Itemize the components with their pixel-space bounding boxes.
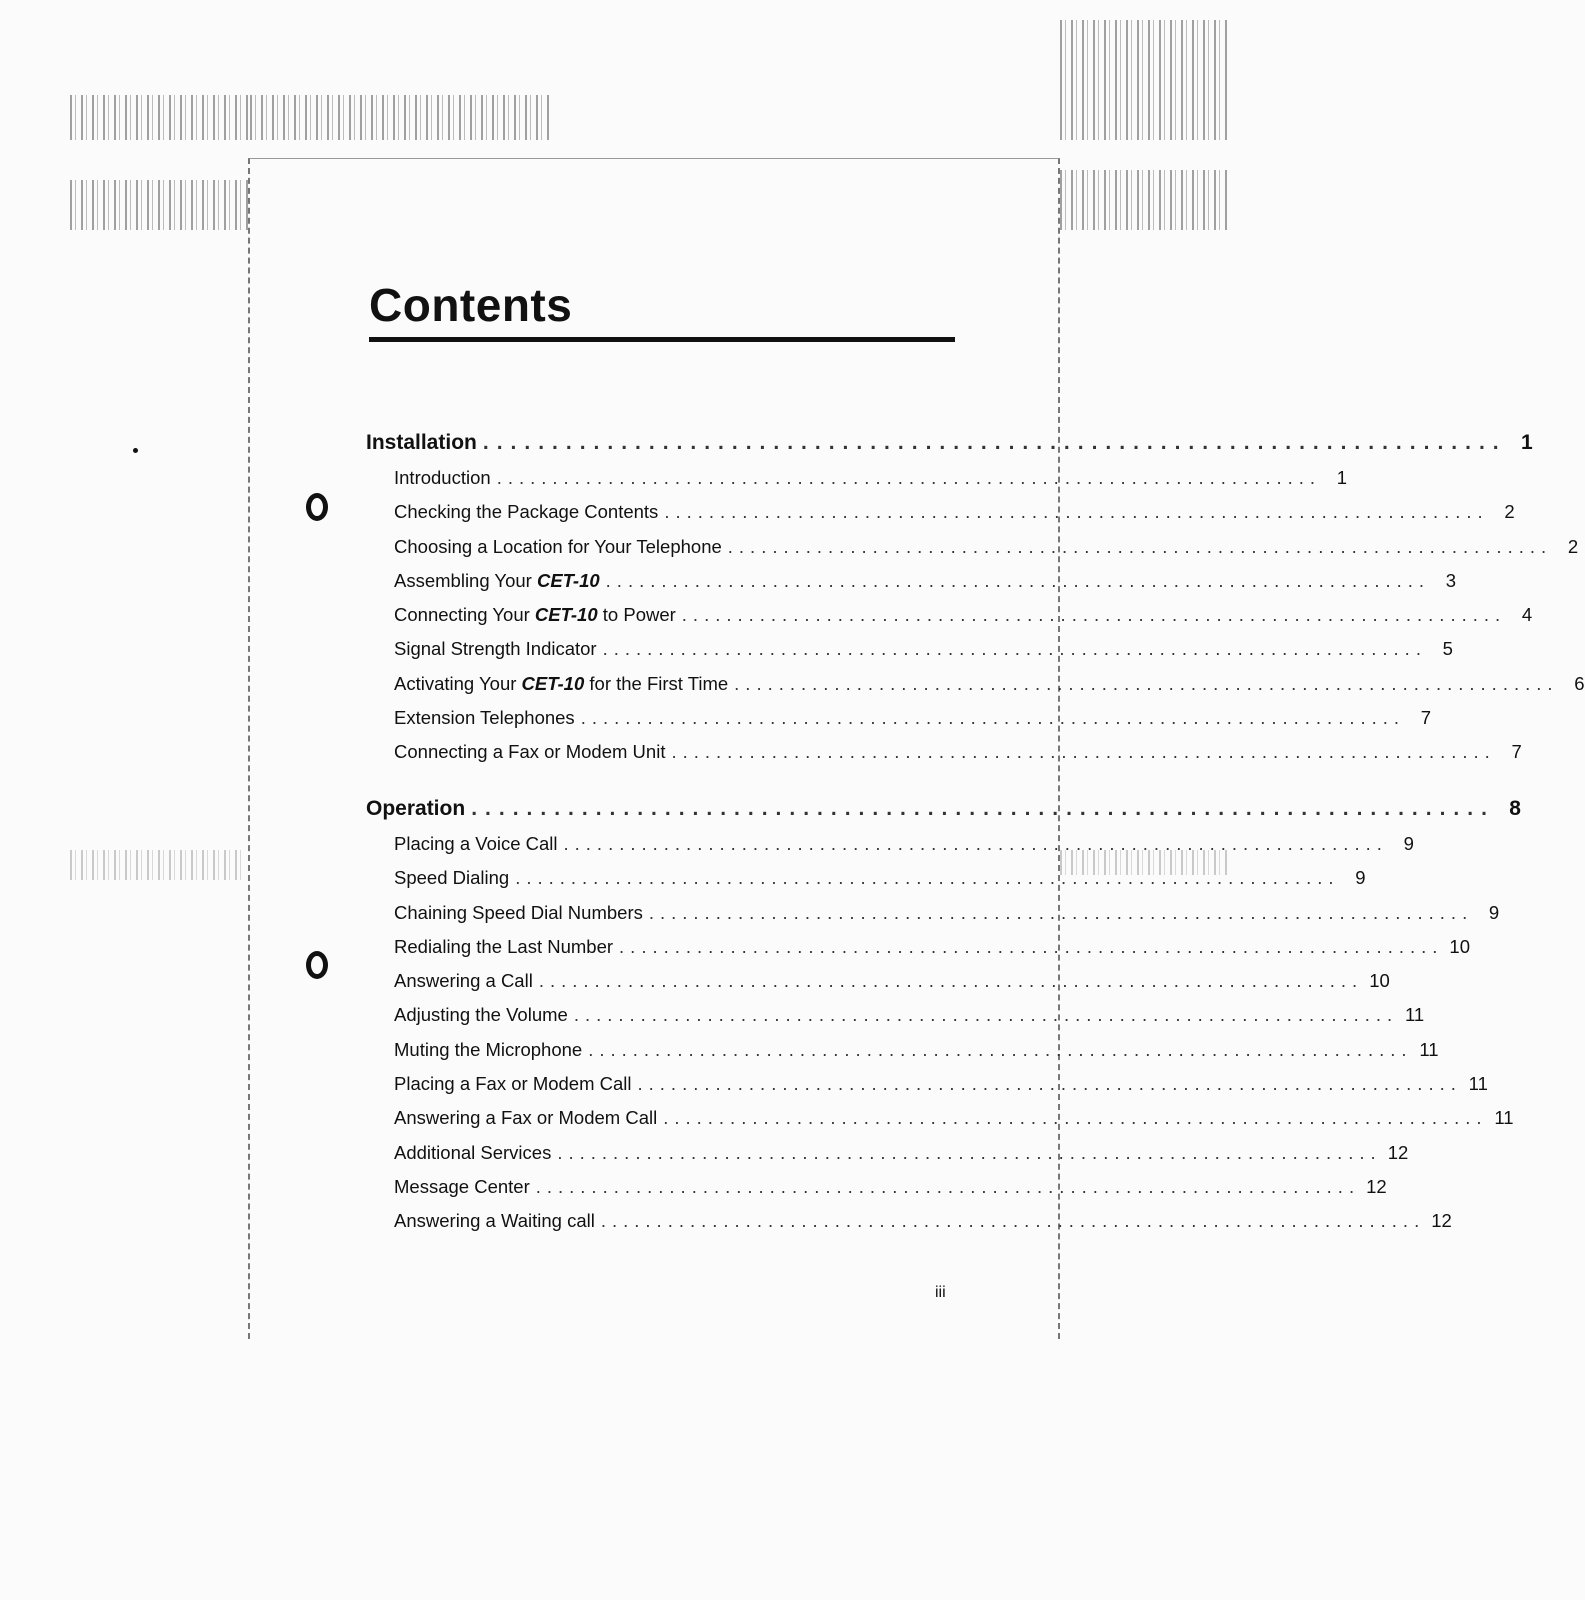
dot-leader: .......................................................................... (557, 1141, 1382, 1163)
dot-leader: .......................................................................... (681, 604, 1507, 626)
page-number: 1 (1520, 431, 1533, 454)
page-number: 11 (1494, 1107, 1514, 1129)
dot-leader: .......................................................................... (580, 707, 1406, 729)
page-number: 11 (1404, 1004, 1425, 1026)
scan-noise-top-left (70, 95, 250, 140)
page-number: 2 (1504, 501, 1515, 523)
toc-entry[interactable] (366, 867, 1366, 901)
dot-leader: .......................................................................... (482, 431, 1507, 454)
page-number: 10 (1369, 970, 1390, 992)
dot-leader: .......................................................................... (734, 672, 1559, 694)
footer-page-number: iii (935, 1284, 946, 1301)
entry-label: Speed Dialing (394, 867, 510, 889)
dot-leader: .......................................................................... (602, 638, 1427, 660)
page-title: Contents (369, 279, 573, 331)
toc-entry[interactable] (366, 501, 1515, 535)
page-number: 2 (1567, 535, 1579, 557)
toc-entry[interactable] (366, 901, 1500, 936)
entry-label: Connecting Your CET-10 to Power (394, 604, 676, 626)
page-number: 11 (1468, 1073, 1488, 1095)
entry-label: Extension Telephones (394, 707, 575, 729)
toc-entry[interactable] (366, 1141, 1409, 1176)
dot-leader: .......................................................................... (671, 741, 1496, 763)
entry-label: Adjusting the Volume (394, 1004, 568, 1026)
page-number: 3 (1445, 569, 1457, 591)
binder-hole-icon (306, 951, 328, 979)
toc-entry[interactable] (366, 604, 1533, 638)
page-number: 1 (1336, 467, 1348, 488)
entry-label: Redialing the Last Number (394, 935, 614, 957)
entry-label: Activating Your CET-10 for the First Time (394, 672, 729, 694)
toc-section-heading[interactable] (366, 431, 1533, 467)
toc-entry[interactable] (366, 672, 1585, 707)
page-number: 12 (1431, 1210, 1452, 1232)
entry-label: Connecting a Fax or Modem Unit (394, 741, 666, 763)
toc-entry[interactable] (366, 970, 1390, 1004)
entry-label: Answering a Fax or Modem Call (394, 1107, 658, 1129)
dot-leader: .......................................................................... (471, 797, 1495, 820)
dot-leader: .......................................................................... (588, 1038, 1413, 1060)
page-number: 10 (1449, 935, 1470, 957)
speck (133, 448, 138, 453)
page-number: 8 (1509, 797, 1521, 820)
scan-noise-left-band (70, 180, 250, 230)
toc-entry[interactable] (366, 1210, 1452, 1244)
scan-noise-top-mid (250, 95, 550, 140)
dot-leader: .......................................................................... (538, 970, 1364, 992)
dot-leader: .......................................................................... (648, 901, 1474, 923)
dot-leader: .......................................................................... (515, 867, 1340, 889)
dot-leader: .......................................................................... (637, 1073, 1462, 1095)
toc-entry[interactable] (366, 1073, 1488, 1107)
dot-leader: .......................................................................... (663, 1107, 1488, 1129)
toc-entry[interactable] (366, 1038, 1439, 1073)
page-number: 9 (1403, 833, 1414, 854)
toc-entry[interactable] (366, 467, 1348, 501)
dot-leader: .......................................................................... (496, 467, 1322, 488)
section-label: Operation (366, 797, 466, 820)
toc-entry[interactable] (366, 833, 1414, 867)
page-number: 12 (1387, 1141, 1409, 1163)
toc-section-heading[interactable] (366, 797, 1521, 833)
toc-section-installation (366, 431, 1585, 776)
entry-label: Placing a Voice Call (394, 833, 558, 854)
entry-label: Assembling Your CET-10 (394, 569, 600, 591)
section-label: Installation (366, 431, 477, 454)
toc-entry[interactable] (366, 1175, 1387, 1210)
toc-entry[interactable] (366, 535, 1579, 570)
toc-entry[interactable] (366, 1107, 1514, 1141)
dot-leader: .......................................................................... (535, 1175, 1361, 1197)
entry-label: Message Center (394, 1175, 530, 1197)
page-number: 9 (1355, 867, 1366, 889)
dot-leader: .......................................................................... (727, 535, 1553, 557)
toc-entry[interactable] (366, 935, 1470, 970)
entry-label: Choosing a Location for Your Telephone (394, 535, 722, 557)
page-number: 11 (1419, 1038, 1439, 1060)
page-number: 9 (1488, 901, 1500, 923)
entry-label: Checking the Package Contents (394, 501, 659, 523)
toc-entry[interactable] (366, 741, 1522, 775)
toc-section-operation (366, 797, 1521, 1245)
entry-label: Signal Strength Indicator (394, 638, 597, 660)
entry-label: Introduction (394, 467, 491, 488)
scan-noise-right-band (1060, 170, 1230, 230)
page-number: 4 (1521, 604, 1533, 626)
entry-label: Answering a Waiting call (394, 1210, 595, 1232)
dot-leader: .......................................................................... (573, 1004, 1399, 1026)
scan-noise-left-mid (70, 850, 245, 880)
entry-label: Additional Services (394, 1141, 552, 1163)
toc-entry[interactable] (366, 638, 1453, 672)
dot-leader: .......................................................................... (619, 935, 1444, 957)
title-rule (369, 337, 955, 342)
dot-leader: .......................................................................... (563, 833, 1388, 854)
binder-hole-icon (306, 493, 328, 521)
page-number: 12 (1366, 1175, 1387, 1197)
dot-leader: .......................................................................... (600, 1210, 1426, 1232)
entry-label: Chaining Speed Dial Numbers (394, 901, 643, 923)
toc-entry[interactable] (366, 707, 1432, 741)
entry-label: Placing a Fax or Modem Call (394, 1073, 632, 1095)
entry-label: Answering a Call (394, 970, 533, 992)
page-number: 5 (1442, 638, 1453, 660)
dot-leader: .......................................................................... (605, 569, 1431, 591)
toc-entry[interactable] (366, 1004, 1425, 1038)
page-number: 6 (1574, 672, 1585, 694)
dot-leader: .......................................................................... (664, 501, 1489, 523)
scan-noise-top-right (1060, 20, 1230, 140)
entry-label: Muting the Microphone (394, 1038, 583, 1060)
toc-entry[interactable] (366, 569, 1457, 604)
page-number: 7 (1420, 707, 1432, 729)
page-number: 7 (1511, 741, 1522, 763)
